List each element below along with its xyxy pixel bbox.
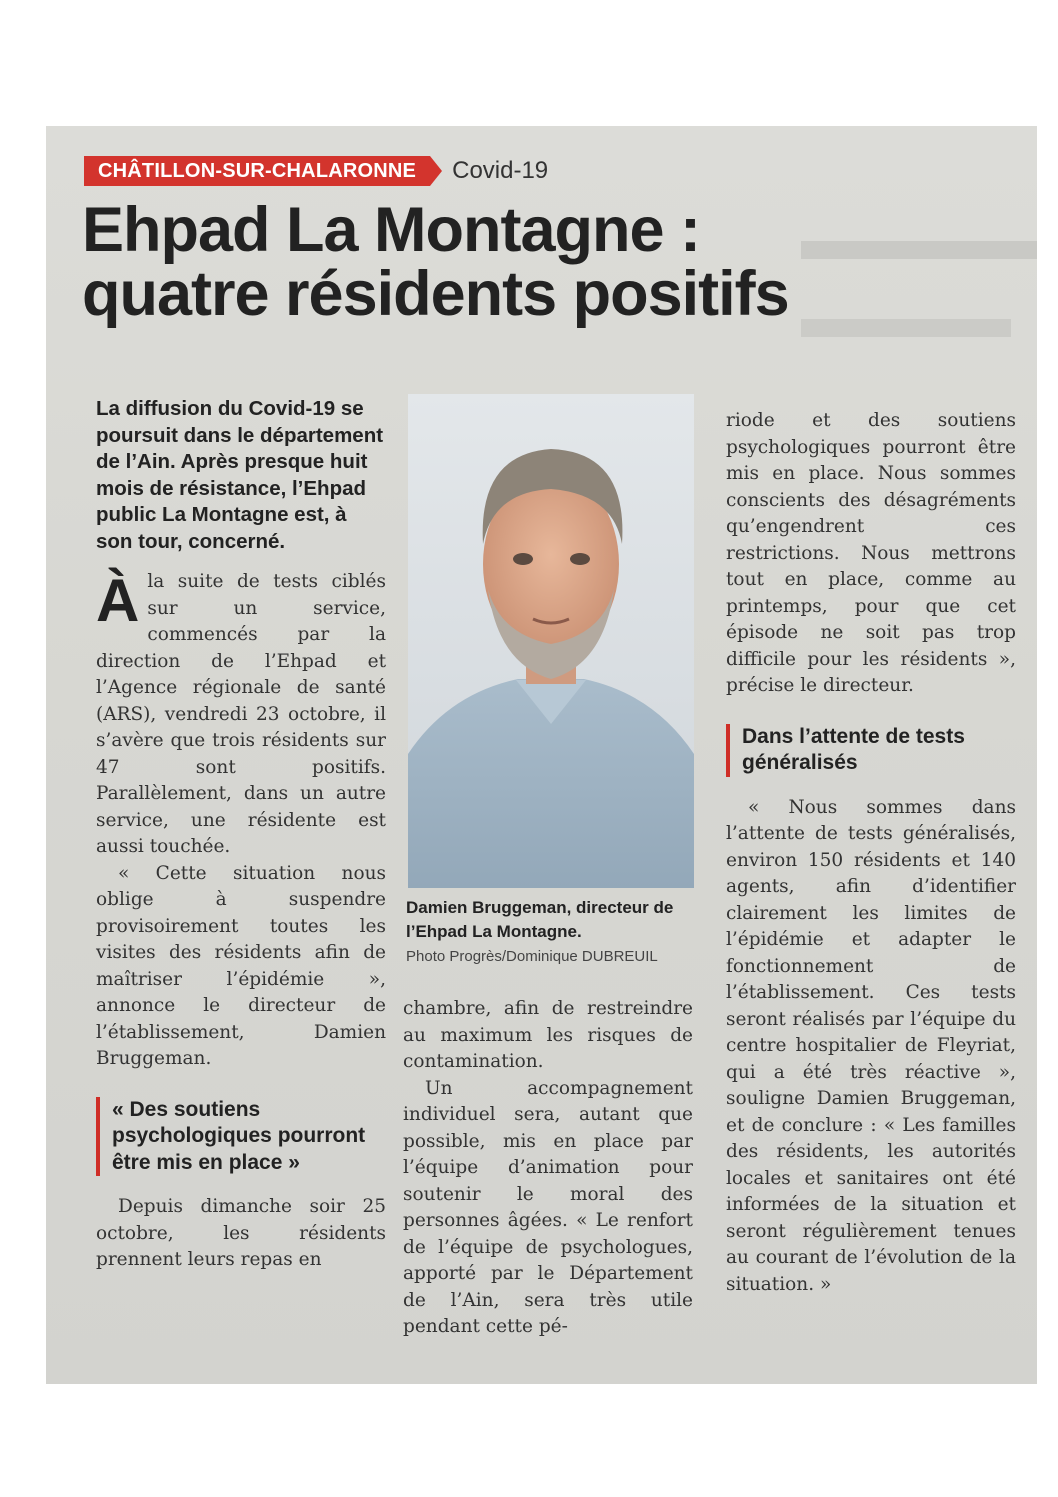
column-2 bbox=[403, 996, 693, 1341]
body-paragraph-3-start: Depuis dimanche soir 25 octobre, les résidents prennent leurs repas en bbox=[96, 1196, 386, 1270]
body-paragraph-5: « Nous sommes dans l’attente de tests généralisés, environ 150 résidents et 140 agents, afin d’identifier clairement les limites de l’épidémie et adapter le fonctionnement de l’établissement. Ces tests seront réalisés par l’équipe du centre hospitalier de Fleyriat, qui a été très réactive », souligne Damien Bruggeman, et de conclure : « Les familles des résidents, les autorités locales et sanitaires ont été informées de la situation et seront régulièrement tenues au courant de l’évolution de la situation. » bbox=[726, 796, 1016, 1295]
body-paragraph-1-text: la suite de tests ciblés sur un service, commencés par la direction de l’Ehpad et l’Agence régionale de santé (ARS), vendredi 23 octobre, il s’avère que trois résidents sur 47 sont positifs. Parallèlement, dans un autre service, une résidente est aussi touchée. bbox=[96, 571, 386, 857]
body-paragraph-4-end: riode et des soutiens psychologiques pourront être mis en place. Nous sommes conscients des désagréments qu’engendrent ces restrictions. Nous mettrons tout en place, comme au printemps, pour que cet épisode ne soit pas trop difficile pour les résidents », précise le directeur. bbox=[726, 410, 1016, 696]
headline bbox=[82, 195, 982, 329]
portrait-photo bbox=[408, 394, 694, 888]
subhead-psychological-support: « Des soutiens psychologiques pourront être mis en place » bbox=[96, 1097, 386, 1177]
lead-paragraph: La diffusion du Covid-19 se poursuit dans le département de l’Ain. Après presque huit mois de résistance, l’Ehpad public La Montagne est, à son tour, concerné. bbox=[96, 397, 384, 553]
column-1 bbox=[96, 396, 386, 1274]
body-paragraph-1 bbox=[96, 569, 386, 861]
body-paragraph-4: Un accompagnement individuel sera, autant que possible, mis en place par l’équipe d’animation pour soutenir le moral des personnes âgées. « Le renfort de l’équipe de psychologues, apporté par le Département de l’Ain, sera très utile pendant cette pé- bbox=[403, 1077, 693, 1337]
location-label: CHÂTILLON-SUR-CHALARONNE bbox=[84, 156, 430, 186]
headline-line-1: Ehpad La Montagne : bbox=[82, 195, 700, 265]
caption-text: Damien Bruggeman, directeur de l’Ehpad La Montagne. bbox=[406, 898, 674, 941]
section-kicker bbox=[84, 156, 548, 186]
newspaper-clipping bbox=[46, 126, 1037, 1384]
photo-caption bbox=[406, 896, 706, 968]
body-paragraph-2: « Cette situation nous oblige à suspendre provisoirement toutes les visites des résidents afin de maîtriser l’épidémie », annonce le directeur de l’établissement, Damien Bruggeman. bbox=[96, 862, 386, 1069]
topic-label: Covid-19 bbox=[452, 157, 549, 184]
column-3 bbox=[726, 408, 1016, 1298]
subhead-awaiting-tests: Dans l’attente de tests généralisés bbox=[726, 724, 1016, 777]
drop-cap: À bbox=[96, 567, 140, 634]
body-paragraph-3-end: chambre, afin de restreindre au maximum les risques de contamination. bbox=[403, 998, 693, 1072]
headline-line-2: quatre résidents positifs bbox=[82, 259, 789, 329]
photo-credit: Photo Progrès/Dominique DUBREUIL bbox=[406, 948, 658, 965]
portrait-illustration bbox=[408, 394, 694, 888]
